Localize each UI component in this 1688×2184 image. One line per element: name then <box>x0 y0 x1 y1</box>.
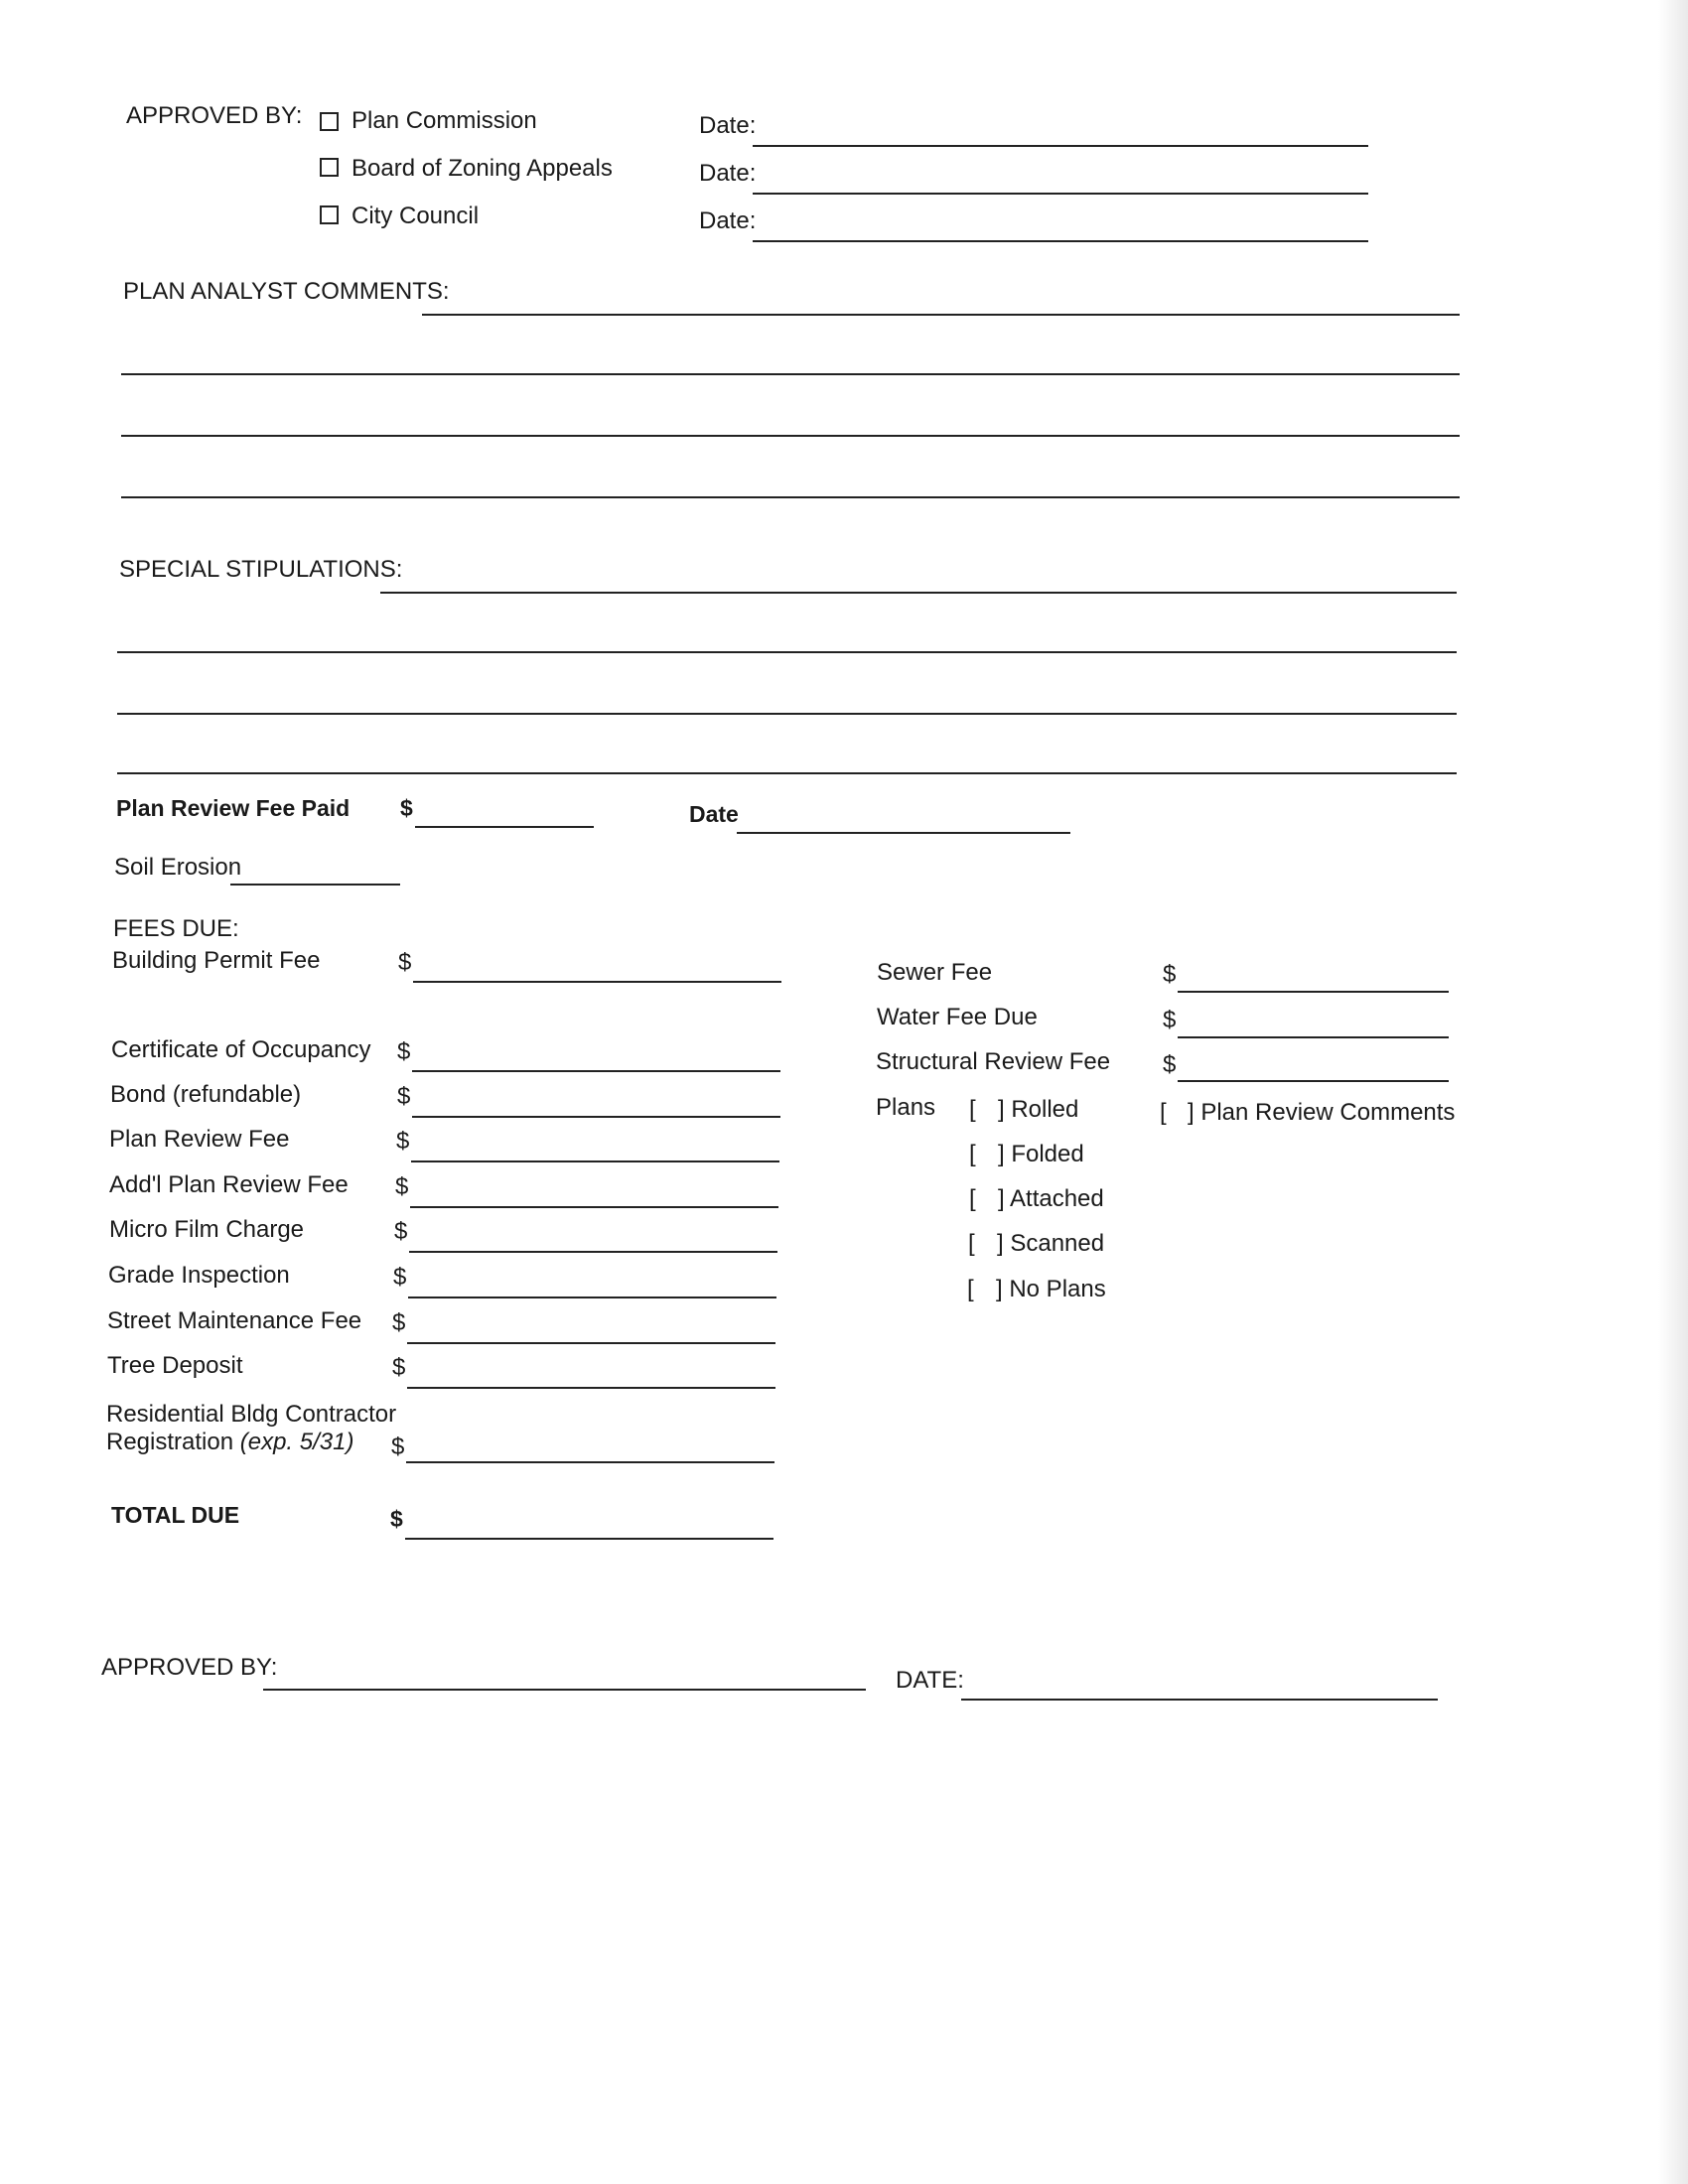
special-stipulations-line-2[interactable] <box>117 651 1457 653</box>
special-stipulations-line-1[interactable] <box>380 592 1457 594</box>
approved-by-label: APPROVED BY: <box>126 102 303 129</box>
structural-review-fee-currency: $ <box>1163 1051 1177 1078</box>
contractor-registration-label-line2 <box>106 1431 353 1454</box>
plan-review-fee-paid-label: Plan Review Fee Paid <box>116 795 351 821</box>
sewer-fee-currency: $ <box>1163 961 1177 988</box>
review-comments-label: ] Plan Review Comments <box>1188 1099 1456 1126</box>
micro-film-charge-currency: $ <box>394 1218 408 1245</box>
scanned-bracket: [ <box>968 1230 975 1257</box>
attached-bracket: [ <box>969 1185 976 1212</box>
plan-review-fee-currency: $ <box>396 1128 410 1155</box>
building-permit-fee-currency: $ <box>398 949 412 976</box>
micro-film-charge-field[interactable] <box>409 1251 777 1253</box>
plan-commission-label: Plan Commission <box>352 107 537 134</box>
bond-currency: $ <box>397 1083 411 1110</box>
attached-label: ] Attached <box>998 1185 1104 1212</box>
water-fee-due-label: Water Fee Due <box>877 1004 1038 1030</box>
plan-analyst-comments-label: PLAN ANALYST COMMENTS: <box>123 278 450 305</box>
contractor-registration-word: Registration <box>106 1429 234 1455</box>
bottom-date-label: DATE: <box>896 1667 964 1694</box>
contractor-registration-expiry: (exp. 5/31) <box>239 1429 354 1455</box>
sewer-fee-label: Sewer Fee <box>877 959 993 986</box>
tree-deposit-label: Tree Deposit <box>107 1352 243 1379</box>
grade-inspection-field[interactable] <box>408 1297 776 1298</box>
bottom-date-field[interactable] <box>961 1699 1438 1701</box>
city-council-date-label: Date: <box>699 207 757 234</box>
water-fee-due-currency: $ <box>1163 1007 1177 1033</box>
bottom-approved-by-field[interactable] <box>263 1689 866 1691</box>
water-fee-due-field[interactable] <box>1178 1036 1449 1038</box>
plan-commission-checkbox[interactable] <box>320 112 339 131</box>
contractor-registration-currency: $ <box>391 1433 405 1460</box>
no-plans-label: ] No Plans <box>996 1276 1106 1302</box>
tree-deposit-field[interactable] <box>407 1387 775 1389</box>
plan-review-fee-field[interactable] <box>411 1160 779 1162</box>
city-council-date-field[interactable] <box>753 240 1368 242</box>
special-stipulations-label: SPECIAL STIPULATIONS: <box>119 556 403 583</box>
plan-review-fee-paid-date-label: Date <box>689 801 739 827</box>
contractor-registration-label-line1: Residential Bldg Contractor <box>106 1401 397 1428</box>
plan-review-fee-label: Plan Review Fee <box>109 1126 290 1153</box>
board-of-zoning-appeals-checkbox[interactable] <box>320 158 339 177</box>
sewer-fee-field[interactable] <box>1178 991 1449 993</box>
addl-plan-review-fee-label: Add'l Plan Review Fee <box>109 1171 349 1198</box>
street-maintenance-fee-field[interactable] <box>407 1342 775 1344</box>
certificate-of-occupancy-field[interactable] <box>412 1070 780 1072</box>
addl-plan-review-fee-currency: $ <box>395 1173 409 1200</box>
plans-label: Plans <box>876 1094 936 1121</box>
grade-inspection-label: Grade Inspection <box>108 1262 290 1289</box>
contractor-registration-field[interactable] <box>406 1461 774 1463</box>
soil-erosion-label: Soil Erosion <box>114 854 242 881</box>
grade-inspection-currency: $ <box>393 1264 407 1291</box>
bond-field[interactable] <box>412 1116 780 1118</box>
bottom-approved-by-label: APPROVED BY: <box>101 1654 278 1681</box>
total-due-label: TOTAL DUE <box>111 1502 240 1528</box>
review-comments-bracket: [ <box>1160 1099 1167 1126</box>
plan-review-fee-paid-currency: $ <box>400 795 413 821</box>
folded-bracket: [ <box>969 1141 976 1167</box>
bond-label: Bond (refundable) <box>110 1081 302 1108</box>
addl-plan-review-fee-field[interactable] <box>410 1206 778 1208</box>
no-plans-bracket: [ <box>967 1276 974 1302</box>
board-of-zoning-appeals-label: Board of Zoning Appeals <box>352 155 613 182</box>
plan-commission-date-field[interactable] <box>753 145 1368 147</box>
plan-review-fee-paid-date-field[interactable] <box>737 832 1070 834</box>
structural-review-fee-label: Structural Review Fee <box>876 1048 1111 1075</box>
building-permit-fee-field[interactable] <box>413 981 781 983</box>
special-stipulations-line-4[interactable] <box>117 772 1457 774</box>
plan-analyst-comments-line-4[interactable] <box>121 496 1460 498</box>
tree-deposit-currency: $ <box>392 1354 406 1381</box>
zoning-appeals-date-label: Date: <box>699 160 757 187</box>
page-edge-shadow <box>1658 0 1688 2184</box>
plan-analyst-comments-line-2[interactable] <box>121 373 1460 375</box>
structural-review-fee-field[interactable] <box>1178 1080 1449 1082</box>
micro-film-charge-label: Micro Film Charge <box>109 1216 305 1243</box>
building-permit-fee-label: Building Permit Fee <box>112 947 321 974</box>
plan-analyst-comments-line-3[interactable] <box>121 435 1460 437</box>
city-council-label: City Council <box>352 203 480 229</box>
certificate-of-occupancy-label: Certificate of Occupancy <box>111 1036 371 1063</box>
special-stipulations-line-3[interactable] <box>117 713 1457 715</box>
certificate-of-occupancy-currency: $ <box>397 1038 411 1065</box>
total-due-field[interactable] <box>405 1538 774 1540</box>
street-maintenance-fee-label: Street Maintenance Fee <box>107 1307 362 1334</box>
city-council-checkbox[interactable] <box>320 205 339 224</box>
plan-commission-date-label: Date: <box>699 112 757 139</box>
fees-due-heading: FEES DUE: <box>113 915 239 942</box>
street-maintenance-fee-currency: $ <box>392 1309 406 1336</box>
rolled-label: ] Rolled <box>998 1096 1079 1123</box>
plan-analyst-comments-line-1[interactable] <box>422 314 1460 316</box>
zoning-appeals-date-field[interactable] <box>753 193 1368 195</box>
soil-erosion-field[interactable] <box>230 884 400 886</box>
scanned-label: ] Scanned <box>997 1230 1105 1257</box>
plan-review-fee-paid-field[interactable] <box>415 826 594 828</box>
folded-label: ] Folded <box>998 1141 1084 1167</box>
rolled-bracket: [ <box>969 1096 976 1123</box>
total-due-currency: $ <box>390 1506 403 1532</box>
